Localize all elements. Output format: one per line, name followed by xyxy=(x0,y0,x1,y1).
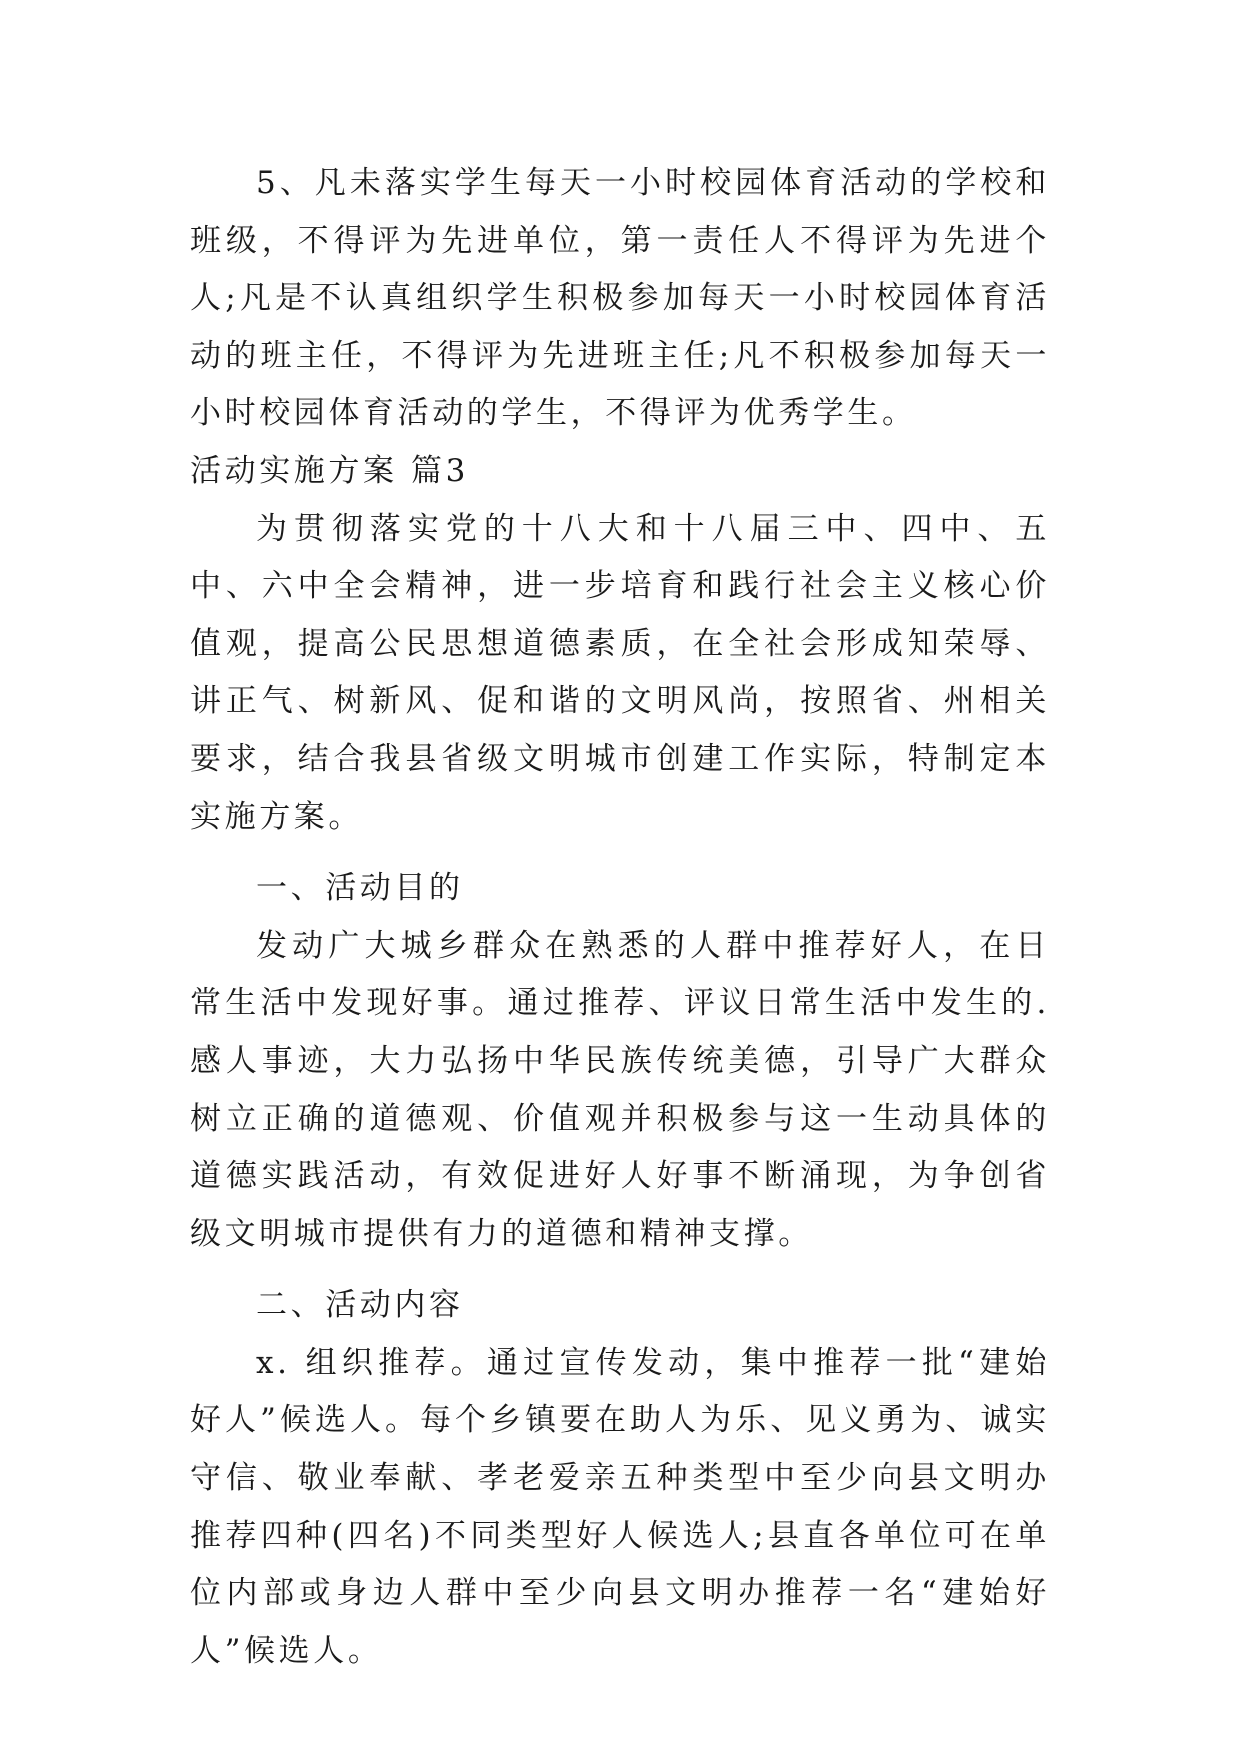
paragraph-item-5: 5、凡未落实学生每天一小时校园体育活动的学校和班级，不得评为先进单位，第一责任人不得评为先进个人;凡是不认真组织学生积极参加每天一小时校园体育活动的班主任，不得评为先进班主任;凡不积极参加每天一小时校园体育活动的学生，不得评为优秀学生。 xyxy=(190,165,1050,432)
section-title: 活动实施方案 篇3 xyxy=(190,452,469,489)
document-body xyxy=(190,155,1050,1680)
heading-activity-content: 二、活动内容 xyxy=(256,1287,464,1324)
heading-activity-purpose: 一、活动目的 xyxy=(256,870,464,907)
paragraph-content-x: x. 组织推荐。通过宣传发动，集中推荐一批“建始好人”候选人。每个乡镇要在助人为乐、见义勇为、诚实守信、敬业奉献、孝老爱亲五种类型中至少向县文明办推荐四种(四名)不同类型好人候选人;县直各单位可在单位内部或身边人群中至少向县文明办推荐一名“建始好人”候选人。 xyxy=(190,1344,1050,1669)
paragraph-purpose: 发动广大城乡群众在熟悉的人群中推荐好人，在日常生活中发现好事。通过推荐、评议日常生活中发生的.感人事迹，大力弘扬中华民族传统美德，引导广大群众树立正确的道德观、价值观并积极参与这一生动具体的道德实践活动，有效促进好人好事不断涌现，为争创省级文明城市提供有力的道德和精神支撑。 xyxy=(190,927,1050,1252)
paragraph-intro: 为贯彻落实党的十八大和十八届三中、四中、五中、六中全会精神，进一步培育和践行社会主义核心价值观，提高公民思想道德素质，在全社会形成知荣辱、讲正气、树新风、促和谐的文明风尚，按照省、州相关要求，结合我县省级文明城市创建工作实际，特制定本实施方案。 xyxy=(190,510,1050,835)
